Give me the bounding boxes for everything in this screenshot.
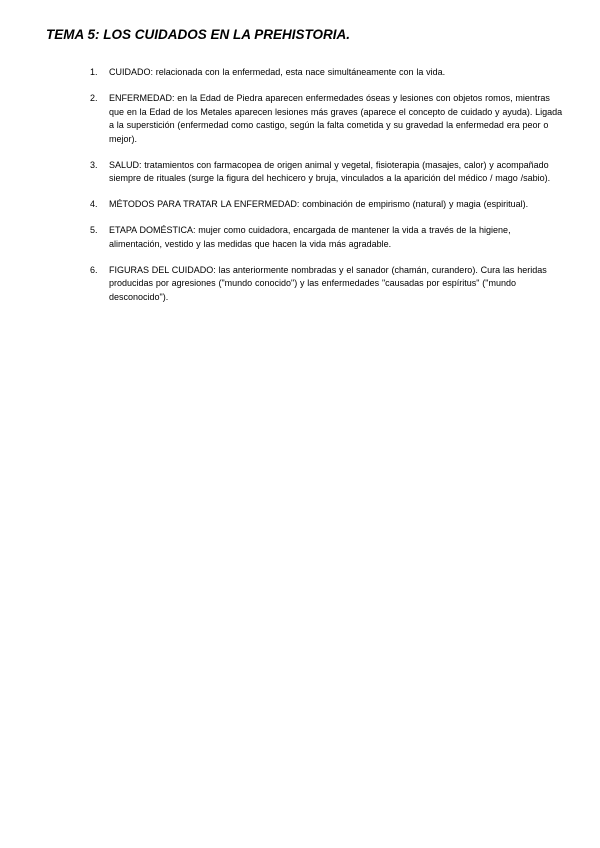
- topic-number: 3.: [90, 159, 98, 170]
- topic-item-3: [83, 159, 563, 186]
- topic-text: FIGURAS DEL CUIDADO: las anteriormente nombradas y el sanador (chamán, curandero). Cura las heridas producidas por agresiones ("mundo conocido") y las enfermedades "causadas por espíritus" ("mundo desconocido").: [109, 264, 547, 303]
- topic-item-1: [83, 66, 563, 80]
- topic-text: ENFERMEDAD: en la Edad de Piedra aparecen enfermedades óseas y lesiones con objetos romos, mientras que en la Edad de los Metales aparecen lesiones más graves (aparece el concepto de cuidado y ayuda). Ligada a la superstición (enfermedad como castigo, según la falta cometida y su gravedad la enfermedad era peor o mejor).: [109, 92, 563, 144]
- topic-text: SALUD: tratamientos con farmacopea de origen animal y vegetal, fisioterapia (masajes, calor) y acompañado siempre de rituales (surge la figura del hechicero y bruja, vinculados a la aparición del médico / mago /sabio).: [109, 159, 551, 184]
- topic-text: CUIDADO: relacionada con la enfermedad, esta nace simultáneamente con la vida.: [109, 67, 446, 77]
- topic-number: 6.: [90, 264, 98, 275]
- document-title: TEMA 5: LOS CUIDADOS EN LA PREHISTORIA.: [46, 27, 351, 42]
- topic-number: 5.: [90, 225, 98, 236]
- topic-item-4: [83, 198, 563, 212]
- topic-item-2: [83, 92, 563, 146]
- topic-text: MÉTODOS PARA TRATAR LA ENFERMEDAD: combinación de empirismo (natural) y magia (espiritual).: [109, 199, 529, 210]
- topic-item-5: [83, 224, 563, 251]
- topic-text: ETAPA DOMÉSTICA: mujer como cuidadora, encargada de mantener la vida a través de la higiene, alimentación, vestido y las medidas que hacen la vida más agradable.: [109, 225, 511, 249]
- topic-list: [83, 66, 563, 317]
- topic-number: 1.: [90, 67, 98, 77]
- topic-item-6: [83, 264, 563, 305]
- topic-number: 2.: [90, 92, 98, 103]
- topic-number: 4.: [90, 199, 98, 210]
